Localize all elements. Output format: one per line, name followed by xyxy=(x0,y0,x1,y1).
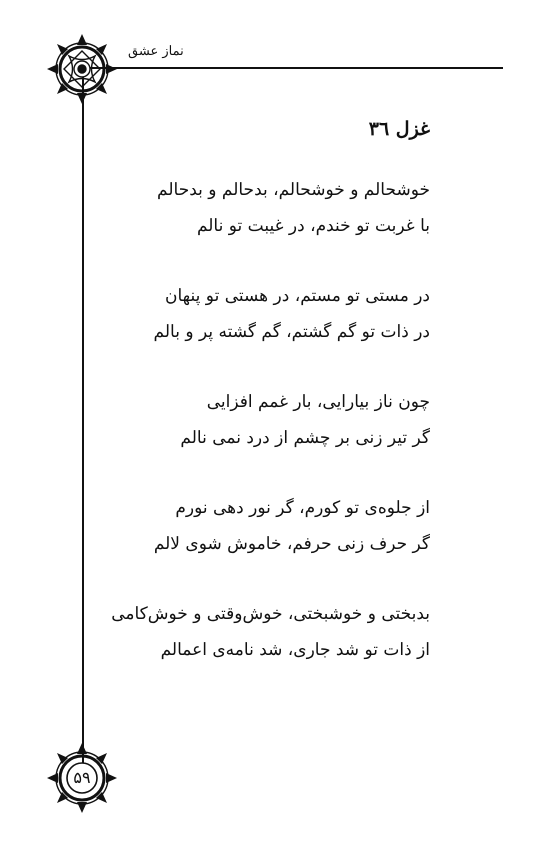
verse-line: خوشحالم و خوشحالم، بدحالم و بدحالم xyxy=(157,180,430,200)
stanza-1 xyxy=(100,172,430,244)
margin-rule xyxy=(82,67,84,772)
rosette-ornament-icon xyxy=(46,33,118,105)
stanza-2 xyxy=(100,278,430,350)
header-rule xyxy=(84,67,503,69)
poem-body xyxy=(100,114,430,702)
poem-title: غزل ۳٦ xyxy=(368,118,430,140)
verse-line: چون ناز بیارایی، بار غمم افزایی xyxy=(206,392,430,412)
page-number: ۵۹ xyxy=(73,768,91,787)
verse-line: در ذات تو گم گشتم، گم گشته پر و بالم xyxy=(153,322,430,342)
verse-line: بدبختی و خوشبختی، خوش‌وقتی و خوش‌کامی xyxy=(111,604,430,624)
stanza-5 xyxy=(100,596,430,668)
verse-line: گر تیر زنی بر چشم از درد نمی نالم xyxy=(180,428,430,448)
stanza-4 xyxy=(100,490,430,562)
verse-line: با غربت تو خندم، در غیبت تو نالم xyxy=(196,216,430,236)
verse-line: از ذات تو شد جاری، شد نامه‌ی اعمالم xyxy=(160,640,430,660)
verse-line: گر حرف زنی حرفم، خاموش شوی لالم xyxy=(153,534,430,554)
verse-line: از جلوه‌ی تو کورم، گر نور دهی نورم xyxy=(175,498,430,518)
stanza-3 xyxy=(100,384,430,456)
running-head-title: نماز عشق xyxy=(128,44,184,59)
verse-line: در مستی تو مستم، در هستی تو پنهان xyxy=(165,286,430,306)
